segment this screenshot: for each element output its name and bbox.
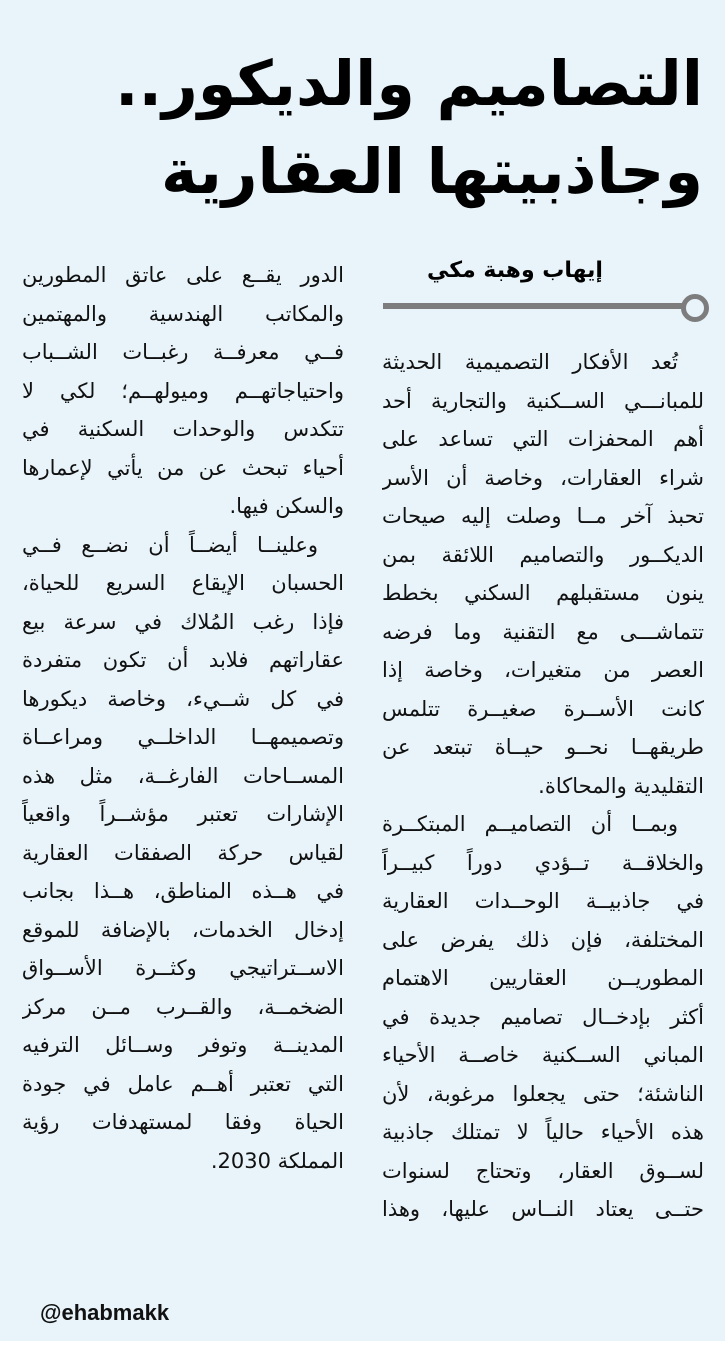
body-line: المســاحات الفارغــة، مثل هذه: [22, 763, 344, 788]
body-line: تُعد الأفكار التصميمية الحديثة: [382, 350, 678, 374]
body-line: فــي معرفــة رغبــات الشــباب: [22, 340, 344, 364]
body-line: الدور يقــع على عاتق المطورين: [22, 263, 344, 287]
body-line: ينون مستقبلهم السكني بخطط: [382, 581, 704, 605]
body-line: لســوق العقار، وتحتاج لسنوات: [382, 1158, 704, 1183]
article-column-left: [22, 256, 344, 1180]
body-line: حتــى يعتاد النــاس عليها، وهذا: [382, 1197, 704, 1221]
headline-line-1: التصاميم والديكور..: [114, 47, 703, 120]
body-line: أحياء تبحث عن من يأتي لإعمارها: [22, 455, 344, 480]
body-line: المدينــة وتوفر وســائل الترفيه: [22, 1033, 344, 1057]
body-line: الضخمــة، والقــرب مــن مركز: [22, 994, 344, 1019]
body-line: الاســتراتيجي وكثــرة الأســواق: [22, 956, 344, 980]
body-line: وعلينــا أيضــاً أن نضــع فــي: [22, 532, 318, 557]
social-handle: @ehabmakk: [40, 1300, 170, 1325]
body-line: طريقهــا نحــو حيــاة تبتعد عن: [382, 735, 704, 759]
body-line: إدخال الخدمات، بالإضافة للموقع: [22, 917, 344, 942]
body-line: المطوريــن العقاريين الاهتمام: [382, 966, 704, 990]
body-line: العصر من متغيرات، وخاصة إذا: [382, 658, 704, 682]
body-line: في جاذبيــة الوحــدات العقارية: [382, 889, 704, 913]
circle-ring-icon: [681, 294, 709, 322]
body-line: هذه الأحياء حالياً لا تمتلك جاذبية: [382, 1120, 704, 1144]
body-line: الحياة وفقا لمستهدفات رؤية: [22, 1110, 344, 1134]
body-line: التقليدية والمحاكاة.: [538, 773, 704, 798]
body-line: المختلفة، فإن ذلك يفرض على: [382, 927, 704, 952]
body-line: المباني الســكنية خاصــة الأحياء: [382, 1043, 704, 1067]
article-column-right: [382, 343, 704, 1229]
body-line: الديكــور والتصاميم اللائقة بمن: [382, 542, 704, 567]
headline: [63, 40, 703, 216]
author-byline: إيهاب وهبة مكي: [427, 258, 603, 283]
body-line: للمبانـــي الســكنية والتجارية أحد: [382, 388, 704, 413]
body-line: الناشئة؛ حتى يجعلوا مرغوبة، لأن: [382, 1081, 704, 1106]
body-line: والسكن فيها.: [229, 494, 344, 518]
body-line: عقاراتهم فلابد أن تكون متفردة: [22, 648, 344, 672]
body-line: الحسبان الإيقاع السريع للحياة،: [22, 571, 344, 595]
body-line: كانت الأســرة صغيــرة تتلمس: [382, 696, 704, 721]
body-line: والخلاقــة تــؤدي دوراً كبيــراً: [382, 850, 704, 875]
body-line: أكثر بإدخــال تصاميم جديدة في: [382, 1004, 704, 1029]
body-line: فإذا رغب المُلاك في سرعة بيع: [22, 609, 344, 634]
body-line: المملكة 2030.: [210, 1148, 344, 1173]
body-line: وتصميمهــا الداخلــي ومراعــاة: [22, 725, 344, 749]
body-line: تتكدس والوحدات السكنية في: [22, 417, 344, 441]
body-line: الإشارات تعتبر مؤشــراً واقعياً: [22, 802, 344, 826]
body-line: وبمــا أن التصاميــم المبتكــرة: [382, 812, 678, 836]
headline-line-2: وجاذبيتها العقارية: [160, 135, 703, 208]
body-line: أهم المحفزات التي تساعد على: [382, 427, 704, 451]
body-line: لقياس حركة الصفقات العقارية: [22, 840, 344, 865]
body-line: تتماشـــى مع التقنية وما فرضه: [382, 619, 704, 644]
body-line: والمكاتب الهندسية والمهتمين: [22, 301, 344, 326]
author-rule-divider: [383, 303, 683, 309]
body-line: في كل شــيء، وخاصة ديكورها: [22, 686, 344, 711]
body-line: في هــذه المناطق، هــذا بجانب: [22, 879, 344, 903]
body-line: شراء العقارات، وخاصة أن الأسر: [382, 465, 704, 490]
body-line: التي تعتبر أهــم عامل في جودة: [22, 1071, 344, 1096]
body-line: واحتياجاتهــم وميولهــم؛ لكي لا: [22, 378, 344, 403]
body-line: تحبذ آخر مــا وصلت إليه صيحات: [382, 504, 704, 528]
